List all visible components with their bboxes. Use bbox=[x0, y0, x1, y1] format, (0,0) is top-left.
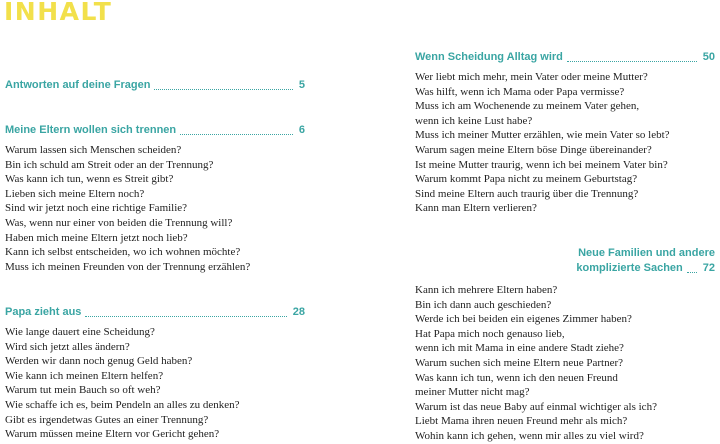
question-item: Kann man Eltern verlieren? bbox=[415, 202, 537, 215]
question-item: Kann ich selbst entscheiden, wo ich wohnen möchte? bbox=[5, 246, 241, 259]
toc-entry-eltern-trennen[interactable] bbox=[5, 123, 305, 138]
toc-section-neue-familien bbox=[415, 246, 715, 444]
question-item: Was hilft, wenn ich Mama oder Papa vermisse? bbox=[415, 85, 625, 98]
question-item: Liebt Mama ihren neuen Freund mehr als mich? bbox=[415, 415, 628, 428]
question-item: Gibt es irgendetwas Gutes an einer Trennung? bbox=[5, 413, 209, 426]
question-item: Sind meine Eltern auch traurig über die Trennung? bbox=[415, 187, 639, 200]
toc-entry-scheidung-alltag[interactable] bbox=[415, 50, 715, 65]
question-list bbox=[5, 325, 305, 442]
question-item: meiner Mutter nicht mag? bbox=[415, 386, 530, 399]
dot-leader bbox=[180, 134, 293, 135]
question-item: Lieben sich meine Eltern noch? bbox=[5, 187, 145, 200]
question-item: Sind wir jetzt noch eine richtige Familie? bbox=[5, 202, 188, 215]
page-number: 6 bbox=[298, 124, 305, 136]
toc-section-antworten bbox=[5, 78, 305, 93]
question-item: Warum ist das neue Baby auf einmal wichtiger als ich? bbox=[415, 400, 657, 413]
question-item: Warum kommt Papa nicht zu meinem Geburtstag? bbox=[415, 173, 638, 186]
toc-entry-papa-zieht-aus[interactable] bbox=[5, 305, 305, 320]
question-item: Warum suchen sich meine Eltern neue Partner? bbox=[415, 356, 624, 369]
section-title: Meine Eltern wollen sich trennen bbox=[5, 124, 177, 136]
question-item: wenn ich keine Lust habe? bbox=[415, 114, 533, 127]
question-item: Muss ich meinen Freunden von der Trennung erzählen? bbox=[5, 260, 251, 273]
question-item: Warum müssen meine Eltern vor Gericht gehen? bbox=[5, 428, 220, 441]
question-item: Werde ich bei beiden ein eigenes Zimmer haben? bbox=[415, 313, 632, 326]
page-title: INHALT bbox=[4, 0, 113, 26]
question-item: Was, wenn nur einer von beiden die Trennung will? bbox=[5, 216, 233, 229]
page-number: 50 bbox=[702, 51, 715, 63]
question-item: Was kann ich tun, wenn es Streit gibt? bbox=[5, 173, 174, 186]
question-item: Warum lassen sich Menschen scheiden? bbox=[5, 144, 182, 156]
question-item: Was kann ich tun, wenn ich den neuen Freund bbox=[415, 371, 618, 384]
toc-entry-antworten[interactable] bbox=[5, 78, 305, 93]
dot-leader bbox=[85, 316, 286, 317]
section-title: Papa zieht aus bbox=[5, 306, 82, 318]
toc-section-eltern-trennen bbox=[5, 123, 305, 274]
question-item: Muss ich meiner Mutter erzählen, wie mein Vater so lebt? bbox=[415, 129, 670, 142]
question-list bbox=[415, 70, 715, 216]
section-title: Antworten auf deine Fragen bbox=[5, 79, 151, 91]
question-item: wenn ich mit Mama in eine andere Stadt ziehe? bbox=[415, 342, 624, 355]
page-number: 5 bbox=[298, 79, 305, 91]
page-number: 72 bbox=[702, 262, 715, 274]
question-list bbox=[415, 283, 715, 444]
section-title: Wenn Scheidung Alltag wird bbox=[415, 51, 563, 63]
question-list bbox=[5, 143, 305, 274]
section-title-line1: Neue Familien und andere bbox=[578, 247, 715, 259]
section-title-line2: komplizierte Sachen bbox=[576, 262, 683, 274]
toc-section-papa-zieht-aus bbox=[5, 305, 305, 442]
question-item: Hat Papa mich noch genauso lieb, bbox=[415, 327, 565, 340]
dot-leader bbox=[687, 272, 697, 273]
dot-leader bbox=[154, 89, 292, 90]
toc-section-scheidung-alltag bbox=[415, 50, 715, 216]
question-item: Warum sagen meine Eltern böse Dinge übereinander? bbox=[415, 143, 652, 156]
dot-leader bbox=[567, 61, 697, 62]
page-number: 28 bbox=[292, 306, 305, 318]
toc-entry-neue-familien[interactable] bbox=[415, 246, 715, 276]
question-item: Werden wir dann noch genug Geld haben? bbox=[5, 355, 193, 368]
question-item: Kann ich mehrere Eltern haben? bbox=[415, 284, 558, 296]
question-item: Ist meine Mutter traurig, wenn ich bei meinem Vater bin? bbox=[415, 158, 668, 171]
question-item: Wohin kann ich gehen, wenn mir alles zu viel wird? bbox=[415, 429, 644, 442]
question-item: Muss ich am Wochenende zu meinem Vater gehen, bbox=[415, 100, 640, 113]
question-item: Wie lange dauert eine Scheidung? bbox=[5, 326, 155, 338]
question-item: Warum tut mein Bauch so oft weh? bbox=[5, 384, 161, 397]
question-item: Bin ich dann auch geschieden? bbox=[415, 298, 552, 311]
question-item: Haben mich meine Eltern jetzt noch lieb? bbox=[5, 231, 188, 244]
question-item: Bin ich schuld am Streit oder an der Trennung? bbox=[5, 158, 214, 171]
question-item: Wie schaffe ich es, beim Pendeln an alles zu denken? bbox=[5, 398, 240, 411]
question-item: Wird sich jetzt alles ändern? bbox=[5, 340, 130, 353]
question-item: Wer liebt mich mehr, mein Vater oder meine Mutter? bbox=[415, 71, 648, 83]
question-item: Wie kann ich meinen Eltern helfen? bbox=[5, 369, 164, 382]
